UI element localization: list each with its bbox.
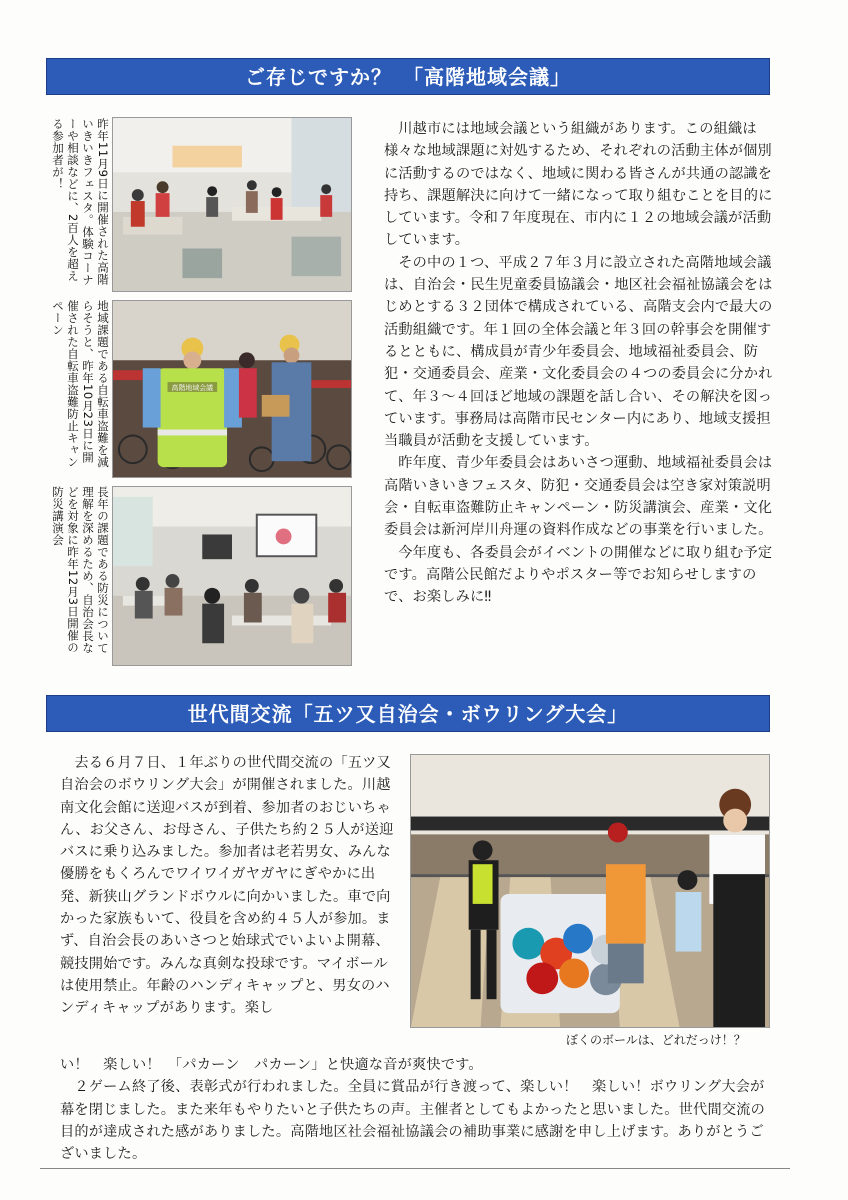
paragraph: 川越市には地域会議という組織があります。この組織は様々な地域課題に対処するため、それぞれの活動主体が個別に活動するのではなく、地域に関わる皆さんが共通の認識を持ち、課題解決に向けて一緒になって取り組むことを目的にしています。令和７年度現在、市内に１２の地域会議が活動しています。 xyxy=(384,121,773,249)
paragraph: 去る６月７日、１年ぶりの世代間交流の「五ツ又自治会のボウリング大会」が開催されました。川越南文化会館に送迎バスが到着、参加者のおじいちゃん、お父さん、お母さん、子供たち約２５人が送迎バスに乗り込みました。参加者は老若男女、みんな優勝をもくろんでワイワイガヤガヤにぎやかに出発、新狭山グランドボウルに向かいました。車で向かった家族もいて、役員を含め約４５人が参加。まず、自治会長のあいさつと始球式でいよいよ開幕、競技開始です。みんな真剣な投球です。マイボールは使用禁止。年齢のハンディキャップと、男女のハンディキャップがあります。楽し xyxy=(60,755,394,1017)
photo-caption-bicycle: 地域課題である自転車盗難を減らそうと、昨年10月23日に開催された自転車盗難防止キャンペーン xyxy=(51,300,110,468)
section2-body-bottom xyxy=(60,1054,776,1165)
section1-body xyxy=(384,118,774,609)
section-title: 世代間交流「五ツ又自治会・ボウリング大会」 xyxy=(187,702,629,726)
section2-body-left xyxy=(60,752,400,1020)
section-title-banner xyxy=(46,58,770,95)
photo-disaster-lecture xyxy=(112,486,352,666)
paragraph: その中の１つ、平成２７年３月に設立された高階地域会議は、自治会・民生児童委員協議会・地区社会福祉協議会をはじめとする３２団体で構成されている、高階支会内で最大の活動組織です。年１回の全体会議と年３回の幹事会を開催するとともに、構成員が青少年委員会、地域福祉委員会、防犯・交通委員会、産業・文化委員会の４つの委員会に分かれて、年３～４回ほど地域の課題を話し合い、その解決を図っています。事務局は高階市民センター内にあり、地域支援担当職員が活動を支援しています。 xyxy=(384,254,773,450)
paragraph: 昨年度、青少年委員会はあいさつ運動、地域福祉委員会は高階いきいきフェスタ、防犯・交通委員会は空き家対策説明会・自転車盗難防止キャンペーン・防災講演会、産業・文化委員会は新河岸川舟運の資料作成などの事業を行いました。 xyxy=(384,455,773,539)
photo-caption-disaster: 長年の課題である防災について理解を深めるため、自治会長などを対象に昨年12月3日開催の防災講演会 xyxy=(51,486,110,654)
photo-bowling xyxy=(410,754,770,1028)
photo-festa xyxy=(112,117,352,292)
vest-text: 高階地域会議 xyxy=(171,383,214,392)
section-title: ご存じですか？ 「高階地域会議」 xyxy=(245,65,571,89)
bowling-photo-caption: ぼくのボールは、どれだっけ！？ xyxy=(566,1033,746,1047)
paragraph: 今年度も、各委員会がイベントの開催などに取り組む予定です。高階公民館だよりやポスター等でお知らせしますので、お楽しみに‼ xyxy=(384,544,773,606)
paragraph: い！ 楽しい！ 「パカーン パカーン」と快適な音が爽快です。 xyxy=(60,1057,483,1073)
photo-caption-festa: 昨年11月9日に開催された高階いきいきフェスタ。体験コーナーや相談などに、2百人を超える参加者が！ xyxy=(51,118,110,286)
bottom-divider xyxy=(40,1168,790,1169)
photo-bicycle-campaign xyxy=(112,300,352,478)
section-title-banner xyxy=(46,695,770,732)
paragraph: ２ゲーム終了後、表彰式が行われました。全員に賞品が行き渡って、楽しい！ 楽しい！ボウリング大会が幕を閉じました。また来年もやりたいと子供たちの声。主催者としてもよかったと思いました。世代間交流の目的が達成された感がありました。高階地区社会福祉協議会の補助事業に感謝を申し上げます。ありがとうございました。 xyxy=(60,1079,765,1163)
